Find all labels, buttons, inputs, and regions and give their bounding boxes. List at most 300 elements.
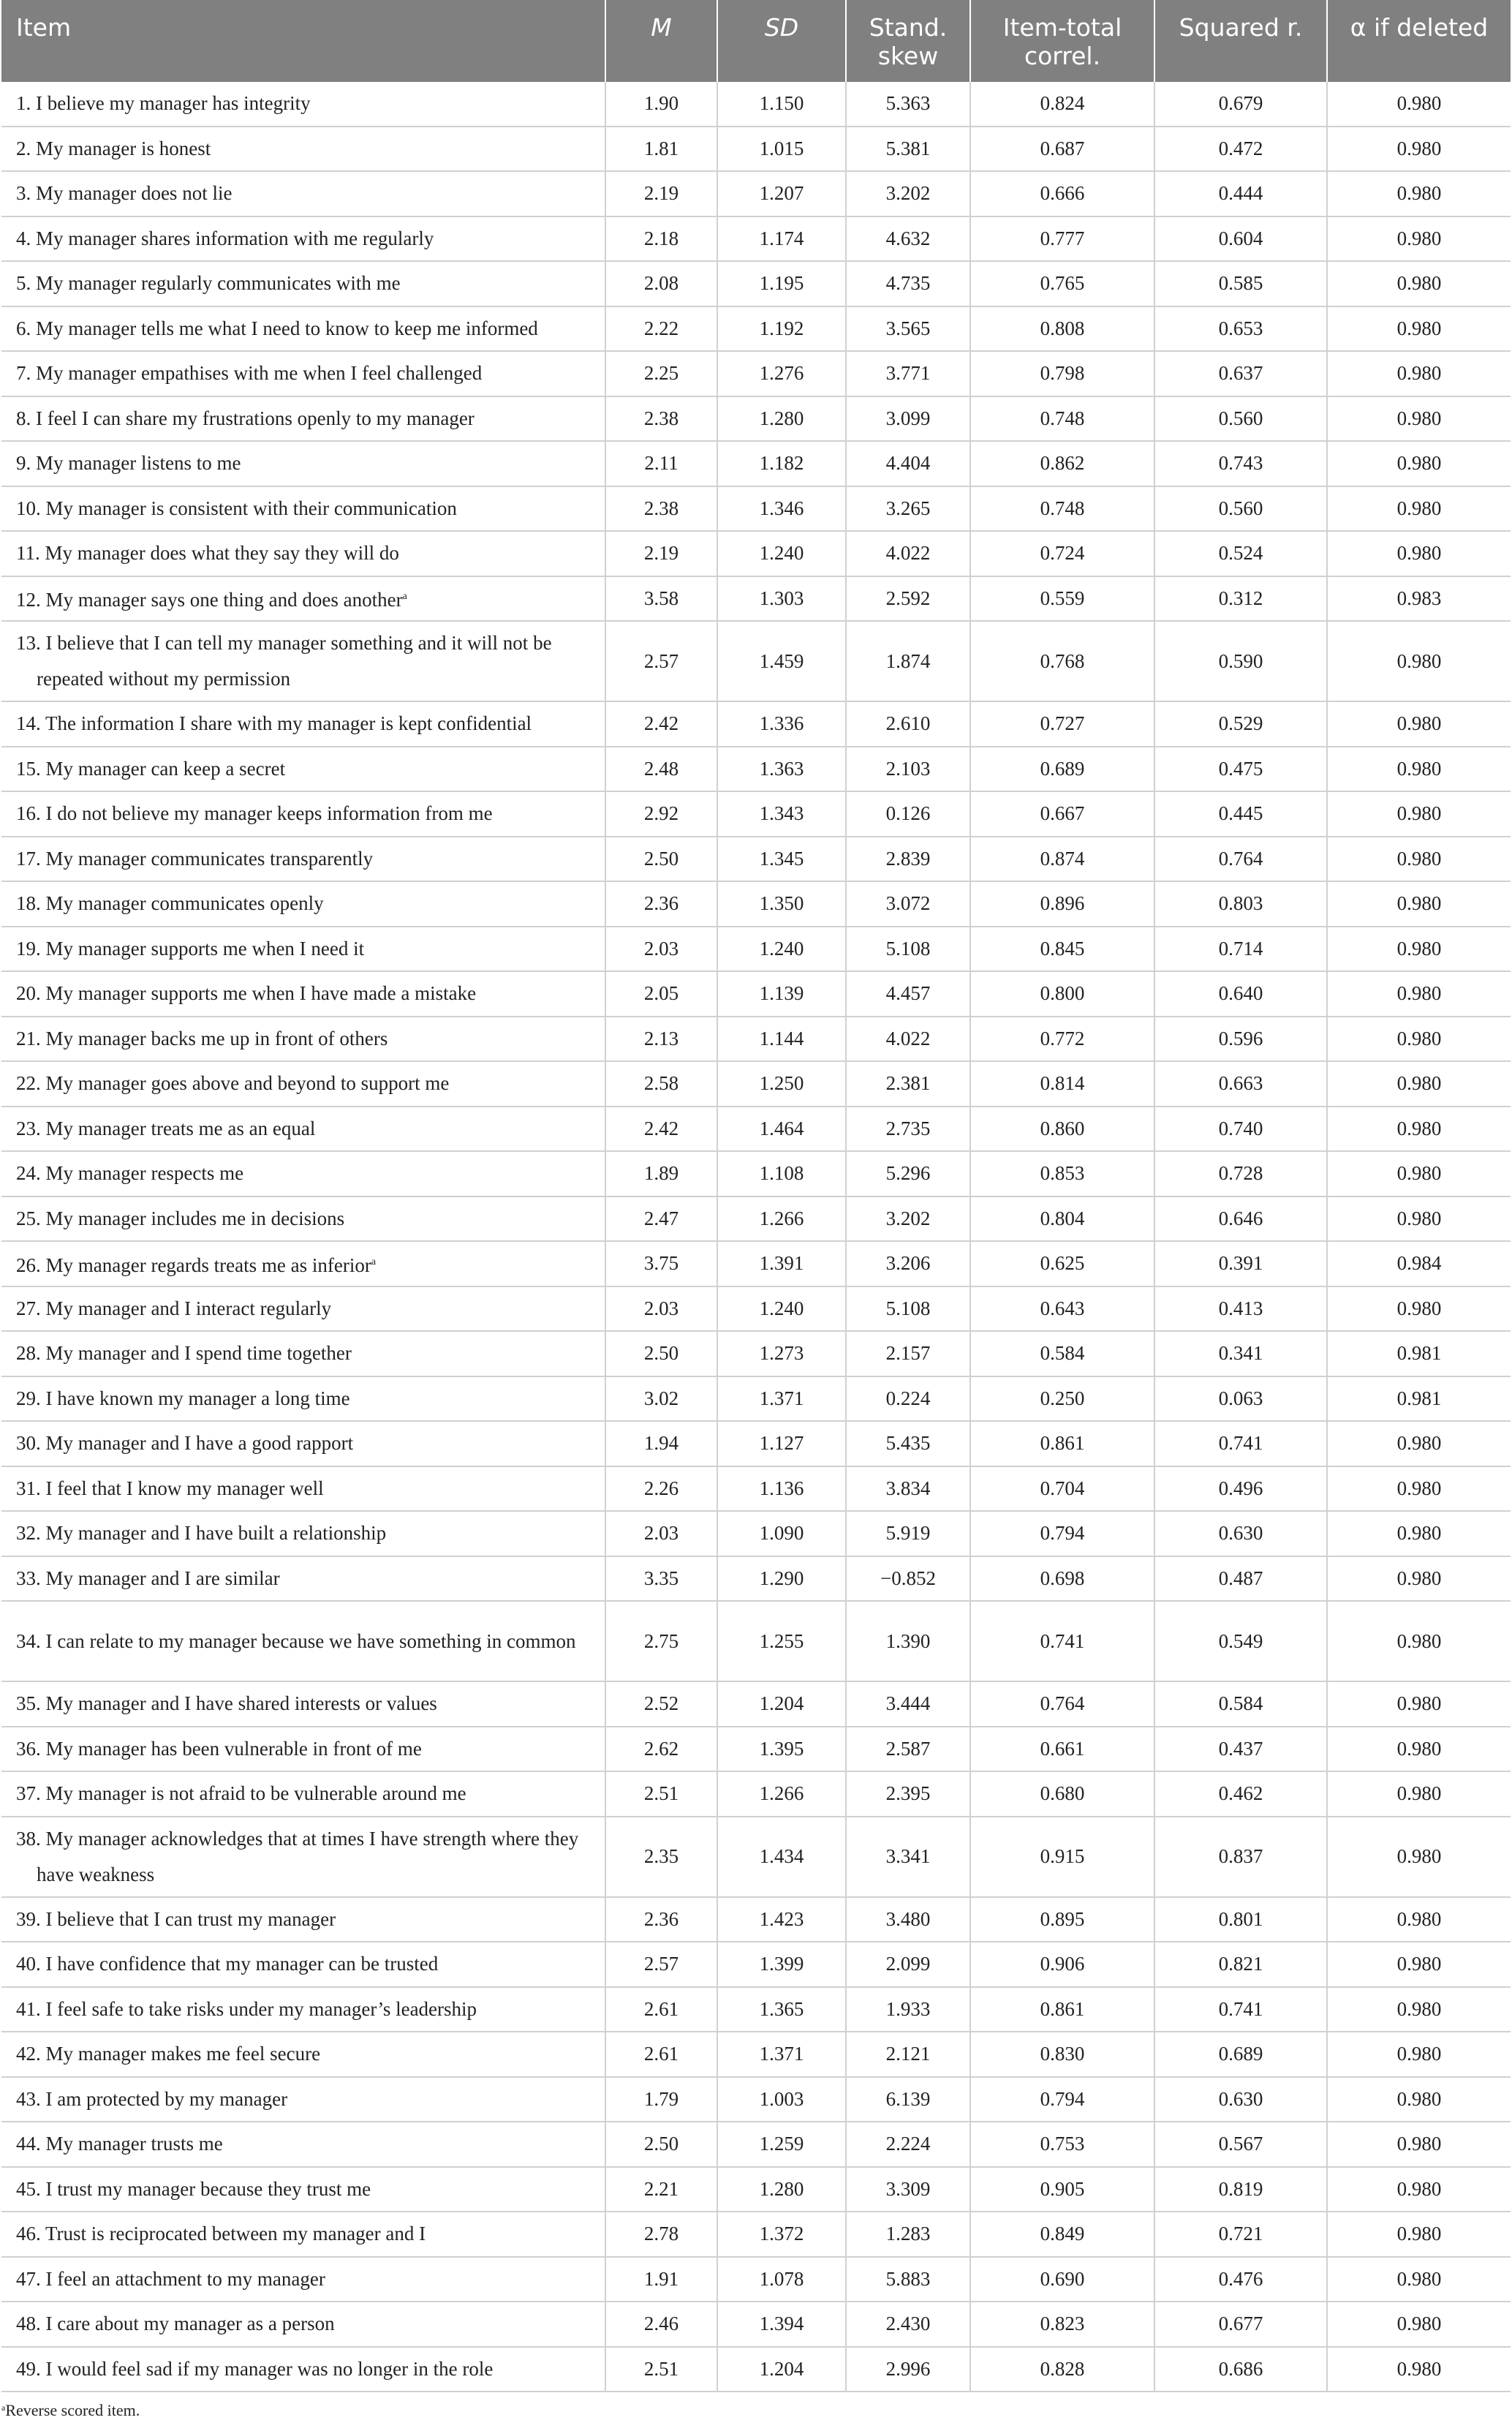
skew-cell: 2.395 <box>846 1771 970 1817</box>
item-cell <box>1 837 605 882</box>
squared-r-cell: 0.640 <box>1154 971 1327 1017</box>
item-cell <box>1 486 605 532</box>
item-label: 3. My manager does not lie <box>16 182 233 205</box>
item-cell <box>1 927 605 972</box>
item-cell <box>1 1727 605 1772</box>
item-total-cell: 0.666 <box>970 171 1154 216</box>
item-label: 35. My manager and I have shared interests or values <box>16 1692 437 1715</box>
item-label: 2. My manager is honest <box>16 137 211 159</box>
item-total-cell: 0.804 <box>970 1196 1154 1242</box>
item-cell <box>1 701 605 747</box>
item-cell <box>1 576 605 622</box>
item-label: 44. My manager trusts me <box>16 2133 223 2155</box>
alpha-cell: 0.980 <box>1327 747 1511 792</box>
mean-cell: 2.58 <box>605 1061 717 1107</box>
skew-cell: 5.108 <box>846 1286 970 1332</box>
sd-cell: 1.346 <box>717 486 846 532</box>
squared-r-cell: 0.063 <box>1154 1376 1327 1422</box>
item-label: 20. My manager supports me when I have made a mistake <box>16 982 477 1005</box>
sd-cell: 1.240 <box>717 927 846 972</box>
item-cell <box>1 82 605 127</box>
mean-cell: 2.51 <box>605 1771 717 1817</box>
table-row <box>1 837 1511 882</box>
item-text <box>16 1335 594 1371</box>
item-text <box>16 1381 594 1417</box>
mean-cell: 2.19 <box>605 531 717 576</box>
squared-r-cell: 0.413 <box>1154 1286 1327 1332</box>
mean-cell: 2.78 <box>605 2212 717 2257</box>
item-label: 4. My manager shares information with me regularly <box>16 227 434 249</box>
item-label: 37. My manager is not afraid to be vulnerable around me <box>16 1782 466 1805</box>
skew-cell: 3.202 <box>846 1196 970 1242</box>
header-stand-skew: Stand. skew <box>846 0 970 82</box>
item-text <box>16 401 594 437</box>
mean-cell: 2.18 <box>605 216 717 262</box>
table-row <box>1 127 1511 172</box>
header-alpha-if-deleted: α if deleted <box>1327 0 1511 82</box>
table-row <box>1 1771 1511 1817</box>
item-text <box>16 2351 594 2387</box>
sd-cell: 1.280 <box>717 396 846 442</box>
squared-r-cell: 0.686 <box>1154 2347 1327 2392</box>
table-row <box>1 1897 1511 1942</box>
item-cell <box>1 1556 605 1602</box>
item-text <box>16 1066 594 1101</box>
mean-cell: 2.05 <box>605 971 717 1017</box>
item-cell <box>1 971 605 1017</box>
item-text <box>16 265 594 301</box>
item-label: 38. My manager acknowledges that at times I have strength where they have weakness <box>16 1827 579 1885</box>
table-row <box>1 791 1511 837</box>
item-total-cell: 0.861 <box>970 1421 1154 1466</box>
alpha-cell: 0.980 <box>1327 1771 1511 1817</box>
table-row <box>1 1286 1511 1332</box>
skew-cell: 2.587 <box>846 1727 970 1772</box>
item-text <box>16 1425 594 1461</box>
alpha-cell: 0.980 <box>1327 531 1511 576</box>
alpha-cell: 0.980 <box>1327 351 1511 396</box>
alpha-cell: 0.980 <box>1327 927 1511 972</box>
skew-cell: 2.430 <box>846 2302 970 2347</box>
skew-cell: 2.996 <box>846 2347 970 2392</box>
item-text <box>16 1471 594 1507</box>
item-text <box>16 86 594 121</box>
item-total-cell: 0.861 <box>970 1987 1154 2032</box>
mean-cell: 2.61 <box>605 1987 717 2032</box>
squared-r-cell: 0.585 <box>1154 261 1327 306</box>
item-cell <box>1 1987 605 2032</box>
sd-cell: 1.280 <box>717 2167 846 2212</box>
skew-cell: 4.404 <box>846 441 970 486</box>
squared-r-cell: 0.653 <box>1154 306 1327 352</box>
item-total-cell: 0.764 <box>970 1681 1154 1727</box>
item-label: 31. I feel that I know my manager well <box>16 1477 324 1499</box>
squared-r-cell: 0.741 <box>1154 1987 1327 2032</box>
item-total-cell: 0.690 <box>970 2257 1154 2302</box>
item-cell <box>1 396 605 442</box>
item-total-cell: 0.777 <box>970 216 1154 262</box>
item-text <box>16 1991 594 2027</box>
skew-cell: 3.206 <box>846 1241 970 1286</box>
mean-cell: 2.57 <box>605 1942 717 1987</box>
squared-r-cell: 0.819 <box>1154 2167 1327 2212</box>
sd-cell: 1.276 <box>717 351 846 396</box>
alpha-cell: 0.980 <box>1327 1511 1511 1556</box>
sd-cell: 1.343 <box>717 791 846 837</box>
item-text <box>16 796 594 832</box>
skew-cell: 3.265 <box>846 486 970 532</box>
item-cell <box>1 127 605 172</box>
table-row <box>1 1817 1511 1897</box>
mean-cell: 2.42 <box>605 1107 717 1152</box>
sd-cell: 1.078 <box>717 2257 846 2302</box>
item-total-cell: 0.860 <box>970 1107 1154 1152</box>
alpha-cell: 0.984 <box>1327 1241 1511 1286</box>
item-total-cell: 0.724 <box>970 531 1154 576</box>
header-item: Item <box>1 0 605 82</box>
reverse-scored-marker: a <box>371 1256 377 1267</box>
sd-cell: 1.266 <box>717 1196 846 1242</box>
sd-cell: 1.192 <box>717 306 846 352</box>
mean-cell: 2.46 <box>605 2302 717 2347</box>
squared-r-cell: 0.476 <box>1154 2257 1327 2302</box>
item-cell <box>1 1897 605 1942</box>
squared-r-cell: 0.437 <box>1154 1727 1327 1772</box>
table-row <box>1 1241 1511 1286</box>
sd-cell: 1.350 <box>717 881 846 927</box>
mean-cell: 2.21 <box>605 2167 717 2212</box>
item-text <box>16 886 594 921</box>
mean-cell: 2.62 <box>605 1727 717 1772</box>
table-row <box>1 531 1511 576</box>
item-cell <box>1 2032 605 2077</box>
mean-cell: 2.52 <box>605 1681 717 1727</box>
item-cell <box>1 2212 605 2257</box>
item-total-cell: 0.698 <box>970 1556 1154 1602</box>
item-label: 21. My manager backs me up in front of others <box>16 1027 388 1049</box>
header-row <box>1 0 1511 82</box>
item-cell <box>1 2302 605 2347</box>
table-row <box>1 881 1511 927</box>
item-total-cell: 0.814 <box>970 1061 1154 1107</box>
footnote-marker: a <box>1 2402 6 2413</box>
item-label: 40. I have confidence that my manager can be trusted <box>16 1953 439 1975</box>
alpha-cell: 0.980 <box>1327 2212 1511 2257</box>
mean-cell: 2.19 <box>605 171 717 216</box>
item-total-cell: 0.808 <box>970 306 1154 352</box>
footnote-text: Reverse scored item. <box>5 2401 140 2419</box>
squared-r-cell: 0.445 <box>1154 791 1327 837</box>
sd-cell: 1.391 <box>717 1241 846 1286</box>
sd-cell: 1.336 <box>717 701 846 747</box>
mean-cell: 2.25 <box>605 351 717 396</box>
item-text <box>16 1821 594 1893</box>
item-cell <box>1 1511 605 1556</box>
item-cell <box>1 1196 605 1242</box>
table-row <box>1 2077 1511 2122</box>
item-text <box>16 445 594 481</box>
item-text <box>16 2261 594 2297</box>
item-label: 17. My manager communicates transparently <box>16 847 374 870</box>
item-label: 19. My manager supports me when I need it <box>16 937 365 960</box>
item-text <box>16 2036 594 2072</box>
table-row <box>1 1017 1511 1062</box>
table-row <box>1 2257 1511 2302</box>
item-text <box>16 625 594 697</box>
mean-cell: 1.79 <box>605 2077 717 2122</box>
mean-cell: 2.13 <box>605 1017 717 1062</box>
squared-r-cell: 0.663 <box>1154 1061 1327 1107</box>
sd-cell: 1.108 <box>717 1151 846 1196</box>
mean-cell: 2.48 <box>605 747 717 792</box>
squared-r-cell: 0.462 <box>1154 1771 1327 1817</box>
sd-cell: 1.015 <box>717 127 846 172</box>
item-label: 14. The information I share with my manager is kept confidential <box>16 712 532 735</box>
squared-r-cell: 0.487 <box>1154 1556 1327 1602</box>
squared-r-cell: 0.646 <box>1154 1196 1327 1242</box>
skew-cell: 3.202 <box>846 171 970 216</box>
mean-cell: 2.36 <box>605 881 717 927</box>
item-total-cell: 0.915 <box>970 1817 1154 1897</box>
item-total-cell: 0.905 <box>970 2167 1154 2212</box>
squared-r-cell: 0.740 <box>1154 1107 1327 1152</box>
table-row <box>1 2347 1511 2392</box>
item-label: 15. My manager can keep a secret <box>16 757 286 780</box>
item-total-cell: 0.625 <box>970 1241 1154 1286</box>
sd-cell: 1.090 <box>717 1511 846 1556</box>
item-label: 23. My manager treats me as an equal <box>16 1117 316 1139</box>
alpha-cell: 0.980 <box>1327 1107 1511 1152</box>
sd-cell: 1.250 <box>717 1061 846 1107</box>
item-cell <box>1 1681 605 1727</box>
squared-r-cell: 0.560 <box>1154 396 1327 442</box>
squared-r-cell: 0.677 <box>1154 2302 1327 2347</box>
alpha-cell: 0.980 <box>1327 1466 1511 1512</box>
squared-r-cell: 0.604 <box>1154 216 1327 262</box>
squared-r-cell: 0.821 <box>1154 1942 1327 1987</box>
reverse-scored-marker: a <box>402 591 407 603</box>
table-row <box>1 2167 1511 2212</box>
table-row <box>1 1331 1511 1376</box>
squared-r-cell: 0.803 <box>1154 881 1327 927</box>
alpha-cell: 0.980 <box>1327 2167 1511 2212</box>
alpha-cell: 0.980 <box>1327 216 1511 262</box>
alpha-cell: 0.980 <box>1327 1817 1511 1897</box>
item-label: 6. My manager tells me what I need to know to keep me informed <box>16 317 538 339</box>
skew-cell: 2.610 <box>846 701 970 747</box>
item-cell <box>1 1601 605 1681</box>
alpha-cell: 0.980 <box>1327 486 1511 532</box>
sd-cell: 1.266 <box>717 1771 846 1817</box>
skew-cell: 3.834 <box>846 1466 970 1512</box>
sd-cell: 1.127 <box>717 1421 846 1466</box>
item-total-cell: 0.643 <box>970 1286 1154 1332</box>
skew-cell: 5.883 <box>846 2257 970 2302</box>
table-container <box>1 0 1511 2392</box>
table-row <box>1 1421 1511 1466</box>
item-label: 29. I have known my manager a long time <box>16 1387 350 1409</box>
alpha-cell: 0.980 <box>1327 2302 1511 2347</box>
item-total-cell: 0.727 <box>970 701 1154 747</box>
item-text <box>16 976 594 1011</box>
alpha-cell: 0.980 <box>1327 1601 1511 1681</box>
item-total-cell: 0.768 <box>970 621 1154 701</box>
skew-cell: 2.839 <box>846 837 970 882</box>
item-cell <box>1 2347 605 2392</box>
skew-cell: 1.874 <box>846 621 970 701</box>
alpha-cell: 0.980 <box>1327 2032 1511 2077</box>
squared-r-cell: 0.728 <box>1154 1151 1327 1196</box>
alpha-cell: 0.980 <box>1327 2122 1511 2167</box>
sd-cell: 1.464 <box>717 1107 846 1152</box>
alpha-cell: 0.980 <box>1327 127 1511 172</box>
item-label: 1. I believe my manager has integrity <box>16 92 311 115</box>
item-cell <box>1 1241 605 1286</box>
skew-cell: −0.852 <box>846 1556 970 1602</box>
skew-cell: 1.390 <box>846 1601 970 1681</box>
item-text <box>16 841 594 877</box>
item-label: 25. My manager includes me in decisions <box>16 1207 345 1229</box>
mean-cell: 2.51 <box>605 2347 717 2392</box>
table-row <box>1 171 1511 216</box>
item-label: 26. My manager regards treats me as inferior <box>16 1254 371 1276</box>
table-row <box>1 1727 1511 1772</box>
item-cell <box>1 1107 605 1152</box>
item-cell <box>1 1771 605 1817</box>
item-text <box>16 131 594 167</box>
item-text <box>16 1686 594 1722</box>
table-row <box>1 1151 1511 1196</box>
mean-cell: 2.42 <box>605 701 717 747</box>
table-row <box>1 261 1511 306</box>
mean-cell: 2.03 <box>605 1511 717 1556</box>
squared-r-cell: 0.560 <box>1154 486 1327 532</box>
item-total-cell: 0.800 <box>970 971 1154 1017</box>
item-total-cell: 0.704 <box>970 1466 1154 1512</box>
squared-r-cell: 0.714 <box>1154 927 1327 972</box>
squared-r-cell: 0.689 <box>1154 2032 1327 2077</box>
item-total-cell: 0.798 <box>970 351 1154 396</box>
table-row <box>1 1681 1511 1727</box>
item-total-cell: 0.828 <box>970 2347 1154 2392</box>
item-label: 30. My manager and I have a good rapport <box>16 1432 354 1455</box>
item-label: 5. My manager regularly communicates with me <box>16 272 401 295</box>
item-cell <box>1 1151 605 1196</box>
skew-cell: 5.108 <box>846 927 970 972</box>
skew-cell: 2.157 <box>846 1331 970 1376</box>
squared-r-cell: 0.444 <box>1154 171 1327 216</box>
item-label: 48. I care about my manager as a person <box>16 2313 335 2335</box>
skew-cell: 3.565 <box>846 306 970 352</box>
item-text <box>16 751 594 787</box>
alpha-cell: 0.980 <box>1327 1421 1511 1466</box>
item-cell <box>1 2167 605 2212</box>
item-total-cell: 0.559 <box>970 576 1154 622</box>
mean-cell: 2.03 <box>605 1286 717 1332</box>
table-body <box>1 82 1511 2392</box>
item-total-cell: 0.896 <box>970 881 1154 927</box>
item-cell <box>1 216 605 262</box>
sd-cell: 1.195 <box>717 261 846 306</box>
item-label: 36. My manager has been vulnerable in front of me <box>16 1737 422 1760</box>
item-cell <box>1 1286 605 1332</box>
mean-cell: 3.02 <box>605 1376 717 1422</box>
item-total-cell: 0.794 <box>970 2077 1154 2122</box>
alpha-cell: 0.980 <box>1327 396 1511 442</box>
mean-cell: 2.35 <box>605 1817 717 1897</box>
sd-cell: 1.240 <box>717 531 846 576</box>
header-squared-r: Squared r. <box>1154 0 1327 82</box>
item-text <box>16 2171 594 2207</box>
skew-cell: 3.444 <box>846 1681 970 1727</box>
alpha-cell: 0.980 <box>1327 82 1511 127</box>
item-label: 45. I trust my manager because they trust me <box>16 2177 371 2200</box>
table-row <box>1 971 1511 1017</box>
squared-r-cell: 0.341 <box>1154 1331 1327 1376</box>
item-cell <box>1 531 605 576</box>
table-row <box>1 2212 1511 2257</box>
skew-cell: 2.103 <box>846 747 970 792</box>
sd-cell: 1.273 <box>717 1331 846 1376</box>
item-label: 9. My manager listens to me <box>16 452 241 475</box>
alpha-cell: 0.980 <box>1327 837 1511 882</box>
alpha-cell: 0.980 <box>1327 1196 1511 1242</box>
item-text <box>16 1624 594 1659</box>
alpha-cell: 0.980 <box>1327 881 1511 927</box>
skew-cell: 2.735 <box>846 1107 970 1152</box>
skew-cell: 3.480 <box>846 1897 970 1942</box>
mean-cell: 2.38 <box>605 486 717 532</box>
skew-cell: 3.099 <box>846 396 970 442</box>
mean-cell: 2.03 <box>605 927 717 972</box>
skew-cell: 3.309 <box>846 2167 970 2212</box>
item-text <box>16 1156 594 1191</box>
item-text <box>16 2081 594 2117</box>
skew-cell: 2.121 <box>846 2032 970 2077</box>
skew-cell: 5.435 <box>846 1421 970 1466</box>
item-text <box>16 2126 594 2162</box>
table-row <box>1 2302 1511 2347</box>
mean-cell: 2.47 <box>605 1196 717 1242</box>
skew-cell: 1.283 <box>846 2212 970 2257</box>
item-label: 32. My manager and I have built a relationship <box>16 1522 387 1545</box>
table-row <box>1 747 1511 792</box>
sd-cell: 1.363 <box>717 747 846 792</box>
header-mean: M <box>605 0 717 82</box>
item-text <box>16 535 594 571</box>
skew-cell: 3.072 <box>846 881 970 927</box>
item-label: 11. My manager does what they say they will do <box>16 542 399 565</box>
sd-cell: 1.303 <box>717 576 846 622</box>
item-cell <box>1 1817 605 1897</box>
item-total-cell: 0.765 <box>970 261 1154 306</box>
sd-cell: 1.136 <box>717 1466 846 1512</box>
item-label: 12. My manager says one thing and does another <box>16 589 403 611</box>
table-row <box>1 1466 1511 1512</box>
item-text <box>16 491 594 527</box>
table-row <box>1 927 1511 972</box>
sd-cell: 1.423 <box>717 1897 846 1942</box>
sd-cell: 1.144 <box>717 1017 846 1062</box>
squared-r-cell: 0.590 <box>1154 621 1327 701</box>
table-row <box>1 1942 1511 1987</box>
alpha-cell: 0.980 <box>1327 306 1511 352</box>
alpha-cell: 0.980 <box>1327 171 1511 216</box>
item-label: 22. My manager goes above and beyond to support me <box>16 1072 450 1095</box>
skew-cell: 0.126 <box>846 791 970 837</box>
table-row <box>1 396 1511 442</box>
squared-r-cell: 0.743 <box>1154 441 1327 486</box>
